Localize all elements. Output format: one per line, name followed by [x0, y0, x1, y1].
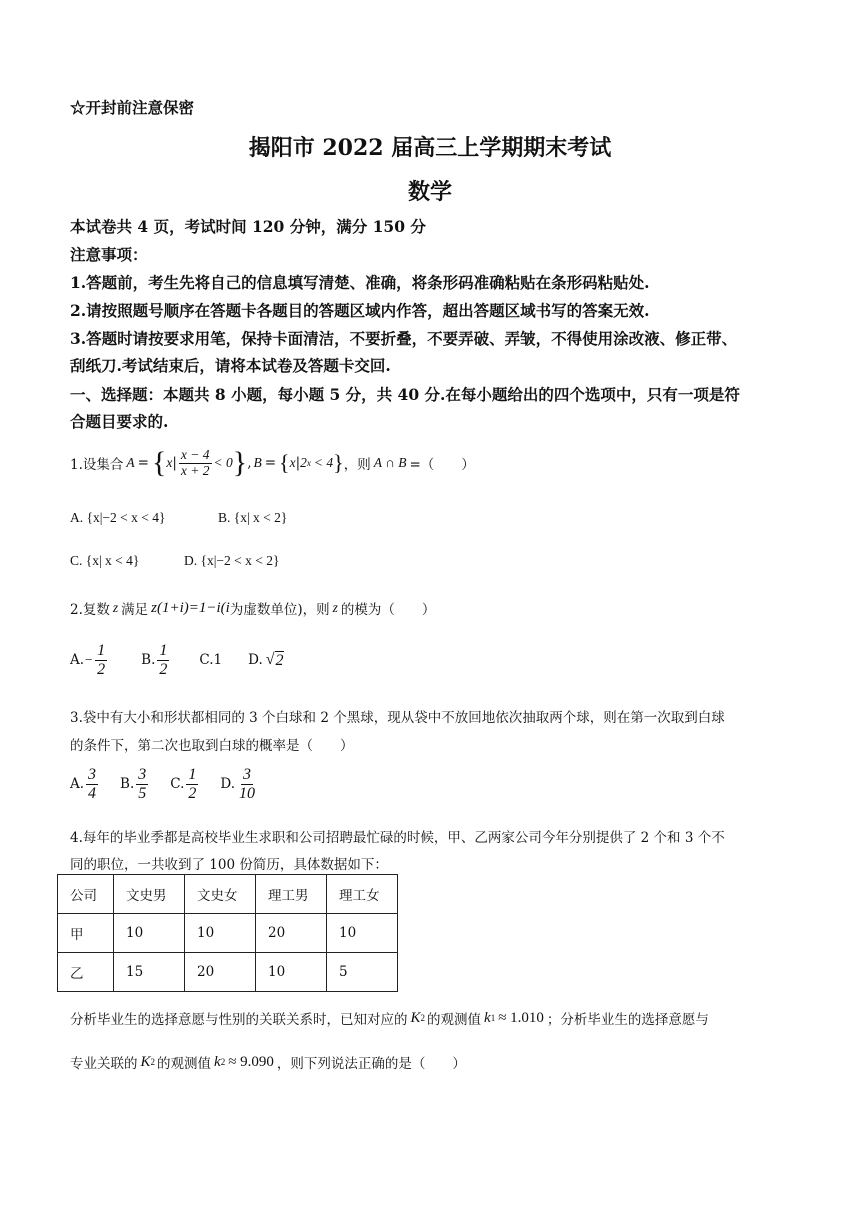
q1-fraction-num: x − 4 [180, 446, 210, 462]
table-row [58, 914, 398, 953]
q4-k-sq-2: 2 [150, 1057, 156, 1067]
q1-bar: | [172, 455, 177, 471]
exam-title: 揭阳市 2022 届高三上学期期末考试 [248, 135, 612, 161]
q1-intersection: A ∩ B [373, 455, 407, 470]
q2-expression: z(1+i)=1−i(i [151, 599, 230, 616]
section1-heading-line2: 合题目要求的. [70, 412, 169, 431]
q1-option-a: A. {x|−2 < x < 4} [70, 510, 166, 525]
q4-k1-sub: 1 [490, 1013, 496, 1023]
note-3-line2: 刮纸刀.考试结束后，请将本试卷及答题卡交回. [70, 356, 391, 375]
q3-option-a-fraction [86, 766, 98, 802]
q4-k-sq: 2 [420, 1013, 426, 1023]
q1-option-d: D. {x|−2 < x < 2} [184, 553, 280, 568]
table-cell: 10 [327, 914, 398, 953]
table-cell: 10 [256, 953, 327, 992]
table-cell: 乙 [58, 953, 114, 992]
q1-eq-b: = [264, 455, 277, 471]
question-3-stem-line2: 的条件下，第二次也取到白球的概率是（ ） [70, 738, 354, 754]
section1-heading-line1: 一、选择题：本题共 8 小题，每小题 5 分，共 40 分.在每小题给出的四个选项中，只有一项是符 [70, 385, 740, 404]
q2-option-b-num: 1 [159, 642, 168, 659]
table-cell: 20 [185, 953, 256, 992]
table-cell: 20 [256, 914, 327, 953]
q2-option-c: C.1 [199, 652, 223, 669]
question-1-stem: 1.设集合 A = { x | $\frac{x - 4}{x + 2}$ < 0 } , B = { x | 2 x < 4 } ，则 A ∩ B =（ ） [70, 446, 475, 479]
q1-base-2: 2 [300, 455, 307, 470]
q3-option-c-num: 1 [188, 766, 197, 783]
q2-options [70, 642, 284, 678]
q2-option-a-den: 2 [97, 660, 106, 678]
q2-option-d-value: 2 [275, 651, 284, 669]
q3-option-a-num: 3 [88, 766, 97, 783]
q1-eq: = [137, 455, 149, 471]
q3-option-c-den: 2 [188, 784, 197, 802]
table-header-cell: 公司 [58, 875, 114, 914]
q4-after-line1 [70, 1008, 709, 1028]
table-cell: 甲 [58, 914, 114, 953]
q4-k-stat: K [410, 1009, 421, 1026]
q1-then: ，则 [343, 457, 371, 473]
q3-option-b-fraction [136, 766, 148, 802]
table-cell: 15 [114, 953, 185, 992]
q4-after1-post: ；分析毕业生的选择意愿与 [546, 1012, 709, 1028]
q2-stem-mid: 满足 [121, 602, 149, 618]
q1-answer-paren: =（ ） [409, 457, 475, 473]
table-cell: 10 [185, 914, 256, 953]
q2-stem-end: 的模为（ ） [340, 602, 436, 618]
q3-options [70, 766, 259, 802]
q2-option-b-den: 2 [159, 660, 168, 678]
table-row [58, 953, 398, 992]
q3-option-a-den: 4 [88, 784, 97, 802]
exam-info: 本试卷共 4 页，考试时间 120 分钟，满分 150 分 [70, 217, 426, 236]
q1-bar-b: | [295, 455, 301, 471]
q4-k2-sub: 2 [220, 1057, 226, 1067]
q1-exp-x: x [306, 458, 311, 468]
q2-option-a-sign: − [84, 652, 94, 668]
q3-option-d-num: 3 [243, 766, 252, 783]
notes-heading: 注意事项： [70, 245, 148, 264]
q3-option-b-num: 3 [138, 766, 147, 783]
table-header-cell: 文史女 [185, 875, 256, 914]
note-2: 2.请按照题号顺序在答题卡各题目的答题区域内作答，超出答题区域书写的答案无效. [70, 301, 650, 320]
q4-after2-pre: 专业关联的 [70, 1056, 138, 1072]
q4-k2-value: ≈ 9.090 [228, 1053, 274, 1070]
q2-option-b-fraction [157, 642, 169, 678]
q1-option-c: C. {x| x < 4} [70, 553, 140, 568]
q2-option-a-num: 1 [97, 642, 106, 659]
q1-lt4: < 4 [313, 455, 334, 470]
question-4-stem-line1: 4.每年的毕业季都是高校毕业生求职和公司招聘最忙碌的时候，甲、乙两家公司今年分别提供了 2 个和 3 个不 [70, 830, 725, 846]
q2-stem-post: 为虚数单位)，则 [229, 602, 330, 618]
q2-var-z: z [112, 600, 119, 615]
resume-data-table [57, 874, 398, 992]
question-4-stem-line2: 同的职位，一共收到了 100 份简历，具体数据如下： [70, 857, 388, 873]
table-cell: 10 [114, 914, 185, 953]
q4-after1-pre: 分析毕业生的选择意愿与性别的关联关系时，已知对应的 [70, 1012, 408, 1028]
q1-fraction-den: x + 2 [180, 462, 210, 478]
q3-option-c-label: C. [170, 776, 185, 793]
note-1: 1.答题前，考生先将自己的信息填写清楚、准确，将条形码准确粘贴在条形码粘贴处. [70, 273, 650, 292]
question-2-stem [70, 598, 435, 618]
table-header-cell: 文史男 [114, 875, 185, 914]
q4-after2-mid: 的观测值 [157, 1056, 212, 1072]
q1-var-x: x [166, 455, 173, 470]
table-cell: 5 [327, 953, 398, 992]
q4-k-stat-2: K [140, 1053, 151, 1070]
question-3-stem-line1: 3.袋中有大小和形状都相同的 3 个白球和 2 个黑球，现从袋中不放回地依次抽取两个球，则在第一次取到白球 [70, 710, 725, 726]
q4-after2-post: ，则下列说法正确的是（ ） [276, 1056, 466, 1072]
q1-set-a: A [126, 455, 135, 470]
q1-option-b: B. {x| x < 2} [218, 510, 288, 525]
q4-k1: k [484, 1009, 491, 1026]
q1-lead: 1.设集合 [70, 457, 124, 473]
q3-option-d-den: 10 [239, 784, 256, 802]
q1-lt0: < 0 [213, 455, 233, 470]
q2-option-d-label: D. [248, 652, 263, 669]
q2-var-z-2: z [332, 600, 338, 615]
q2-option-d-sqrt: √ [265, 651, 275, 669]
q4-after1-mid: 的观测值 [427, 1012, 482, 1028]
q1-set-b: B [253, 455, 262, 470]
q3-option-d-label: D. [220, 776, 236, 793]
q2-option-b-label: B. [141, 652, 156, 669]
q3-option-d-fraction [237, 766, 257, 802]
q3-option-a-label: A. [70, 776, 85, 793]
q2-option-a-label: A. [70, 652, 85, 669]
q3-option-b-label: B. [120, 776, 135, 793]
table-header-row [58, 875, 398, 914]
q1-var-x-b: x [289, 455, 296, 470]
q4-after-line2 [70, 1052, 466, 1072]
confidential-notice: ☆开封前注意保密 [70, 98, 195, 117]
q1-fraction [179, 448, 212, 479]
q2-option-a-fraction [95, 642, 107, 678]
q4-k1-value: ≈ 1.010 [498, 1009, 544, 1026]
q3-option-c-fraction [186, 766, 198, 802]
table-header-cell: 理工女 [327, 875, 398, 914]
q2-stem-pre: 2.复数 [70, 602, 110, 618]
subject-title: 数学 [407, 179, 452, 205]
q4-k2: k [214, 1053, 221, 1070]
q1-comma: , [247, 455, 252, 471]
q3-option-b-den: 5 [138, 784, 147, 802]
note-3-line1: 3.答题时请按要求用笔，保持卡面清洁，不要折叠，不要弄破、弄皱，不得使用涂改液、修正带、 [70, 329, 738, 348]
table-header-cell: 理工男 [256, 875, 327, 914]
